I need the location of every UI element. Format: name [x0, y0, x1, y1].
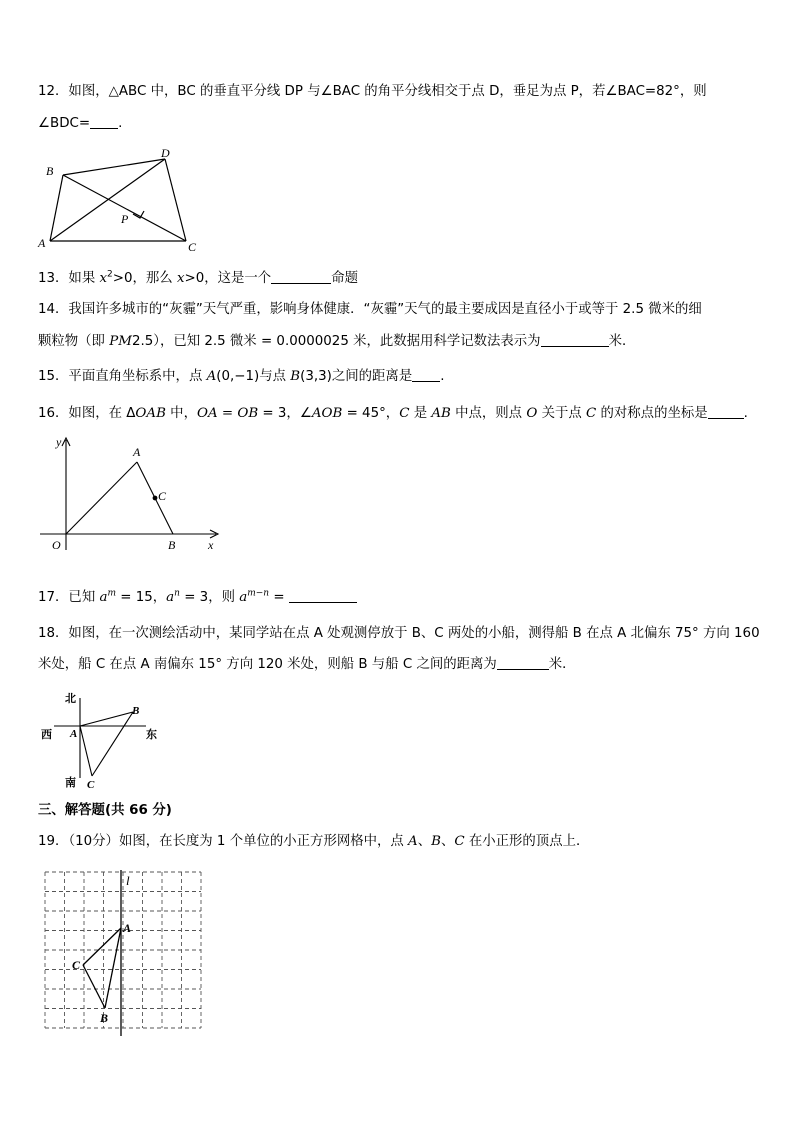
q19-label-l: l: [126, 873, 130, 888]
section3-heading: 三、解答题(共 66 分): [38, 803, 172, 818]
q18-label-south: 南: [65, 777, 76, 789]
q19-line: 19．（10分）如图，在长度为 1 个单位的小正方形网格中，点 A、B、C 在小正形的顶点上．: [38, 834, 590, 849]
q16-answer-blank[interactable]: [708, 404, 744, 419]
q15-answer-blank[interactable]: [412, 367, 440, 382]
q14-line2: 颗粒物（即 PM2.5），已知 2.5 微米 = 0.0000025 米，此数据用科学记数法表示为 米．: [38, 334, 636, 349]
q17-answer-blank[interactable]: [289, 588, 357, 603]
q16-label-O: O: [52, 538, 61, 552]
q18-label-west: 西: [41, 729, 52, 741]
q14-line1: 14．我国许多城市的“灰霾”天气严重，影响身体健康．“灰霾”天气的最主要成因是直径小于或等于 2.5 微米的细: [38, 302, 702, 317]
q16-label-y: y: [56, 435, 62, 449]
q14-answer-blank[interactable]: [541, 332, 609, 347]
q12-label-C: C: [188, 240, 197, 254]
q19-label-B: B: [100, 1011, 109, 1025]
q18-line1: 18．如图，在一次测绘活动中，某同学站在点 A 处观测停放于 B、C 两处的小船，测得船 B 在点 A 北偏东 75° 方向 160: [38, 626, 760, 641]
q13-answer-blank[interactable]: [271, 269, 331, 284]
q12-label-B: B: [46, 164, 54, 178]
q16-label-x: x: [208, 538, 214, 552]
q16-label-B: B: [168, 538, 176, 552]
q18-figure: [38, 688, 168, 793]
q19-grid: [45, 872, 201, 1028]
q12-line1: [38, 82, 707, 102]
q17-line: 17．已知 $a^m = 15$，$a^n = 3$，则 $a^{m-n}$ =: [38, 588, 357, 608]
q19-grid-figure: [38, 866, 208, 1038]
q18-label-B: B: [132, 705, 140, 717]
q19-label-A: A: [123, 921, 132, 935]
q16-figure: [36, 432, 226, 557]
q12-answer-blank[interactable]: [90, 114, 118, 129]
q13-line: 13．如果 $x^2>0$，那么 x>0，这是一个 命题: [38, 269, 358, 286]
q12-label-A: A: [38, 236, 46, 250]
q19-label-C: C: [72, 958, 81, 972]
q12-figure: [34, 144, 204, 254]
q18-line2: 米处，船 C 在点 A 南偏东 15° 方向 120 米处，则船 B 与船 C 之间的距离为 米．: [38, 657, 576, 672]
q16-line: 16．如图，在 ΔOAB 中，OA = OB = 3，∠AOB = 45°，C 是 AB 中点，则点 O 关于点 C 的对称点的坐标是 .: [38, 406, 748, 421]
q18-label-north: 北: [65, 693, 76, 705]
q15-line: 15．平面直角坐标系中，点 A(0,−1)与点 B(3,3)之间的距离是 .: [38, 369, 445, 384]
q12-label-D: D: [161, 146, 170, 160]
q12-prefix: ∠BDC=: [38, 116, 91, 131]
q16-label-C: C: [158, 489, 167, 503]
q12-line2: ∠BDC= .: [38, 116, 123, 131]
q18-label-A: A: [70, 728, 78, 740]
q18-answer-blank[interactable]: [497, 655, 549, 670]
q18-label-C: C: [87, 779, 95, 791]
q12-text: 12．如图，△ABC 中，BC 的垂直平分线 DP 与∠BAC 的角平分线相交于点 D，垂足为点 P，若∠BAC=82°，则: [38, 84, 707, 99]
q18-label-east: 东: [146, 729, 157, 741]
q12-label-P: P: [121, 212, 129, 226]
q16-label-A: A: [133, 445, 141, 459]
